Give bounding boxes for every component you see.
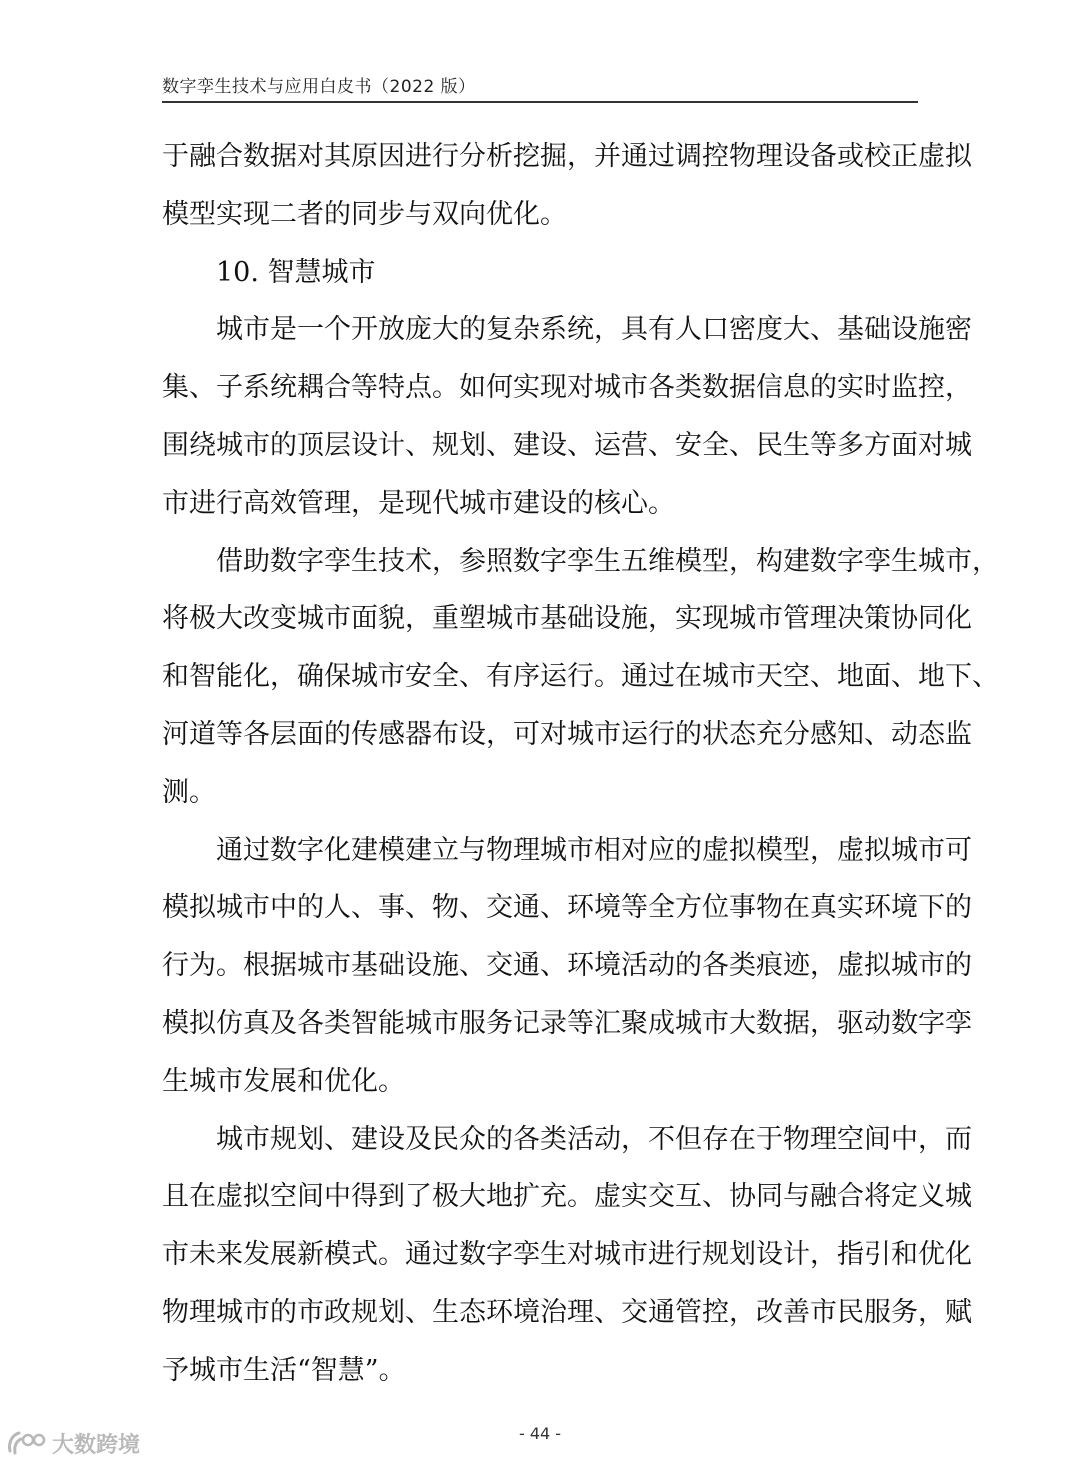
text-line: 行为。根据城市基础设施、交通、环境活动的各类痕迹，虚拟城市的 [162, 950, 972, 982]
text-line: 借助数字孪生技术，参照数字孪生五维模型，构建数字孪生城市， [216, 545, 999, 577]
body-text [162, 128, 999, 1400]
text-line: 和智能化，确保城市安全、有序运行。通过在城市天空、地面、地下、 [162, 661, 999, 693]
text-line: 模型实现二者的同步与双向优化。 [162, 198, 567, 230]
section-heading-text: 10. 智慧城市 [216, 256, 376, 288]
text-line: 模拟城市中的人、事、物、交通、环境等全方位事物在真实环境下的 [162, 892, 972, 924]
section-heading [162, 244, 918, 302]
text-line: 集、子系统耦合等特点。如何实现对城市各类数据信息的实时监控， [162, 372, 972, 404]
text-line: 于融合数据对其原因进行分析挖掘，并通过调控物理设备或校正虚拟 [162, 141, 972, 172]
watermark [6, 1428, 140, 1458]
paragraph [162, 301, 972, 532]
text-line: 将极大改变城市面貌，重塑城市基础设施，实现城市管理决策协同化 [162, 603, 972, 635]
header-rule [162, 101, 918, 103]
page-number: - 44 - [518, 1424, 562, 1443]
text-line: 河道等各层面的传感器布设，可对城市运行的状态充分感知、动态监 [162, 718, 972, 750]
paragraph [162, 822, 972, 1111]
text-line: 城市是一个开放庞大的复杂系统，具有人口密度大、基础设施密 [216, 314, 972, 346]
running-header-title: 数字孪生技术与应用白皮书（2022 版） [162, 77, 476, 97]
text-line: 通过数字化建模建立与物理城市相对应的虚拟模型，虚拟城市可 [216, 834, 972, 866]
text-line: 物理城市的市政规划、生态环境治理、交通管控，改善市民服务，赋 [162, 1296, 972, 1328]
text-line: 围绕城市的顶层设计、规划、建设、运营、安全、民生等多方面对城 [162, 429, 972, 461]
watermark-text: 大数跨境 [52, 1432, 141, 1458]
brand-logo-icon [6, 1429, 46, 1457]
text-line: 予城市生活“智慧”。 [162, 1354, 406, 1386]
text-line: 市进行高效管理，是现代城市建设的核心。 [162, 487, 675, 519]
text-line: 模拟仿真及各类智能城市服务记录等汇聚成城市大数据，驱动数字孪 [162, 1007, 972, 1039]
text-line: 测。 [162, 776, 216, 808]
text-line: 市未来发展新模式。通过数字孪生对城市进行规划设计，指引和优化 [162, 1239, 972, 1271]
paragraph [162, 533, 999, 822]
text-line: 城市规划、建设及民众的各类活动，不但存在于物理空间中，而 [216, 1123, 972, 1155]
paragraph [162, 1111, 972, 1400]
paragraph [162, 128, 972, 244]
text-line: 且在虚拟空间中得到了极大地扩充。虚实交互、协同与融合将定义城 [162, 1181, 972, 1213]
text-line: 生城市发展和优化。 [162, 1065, 405, 1097]
